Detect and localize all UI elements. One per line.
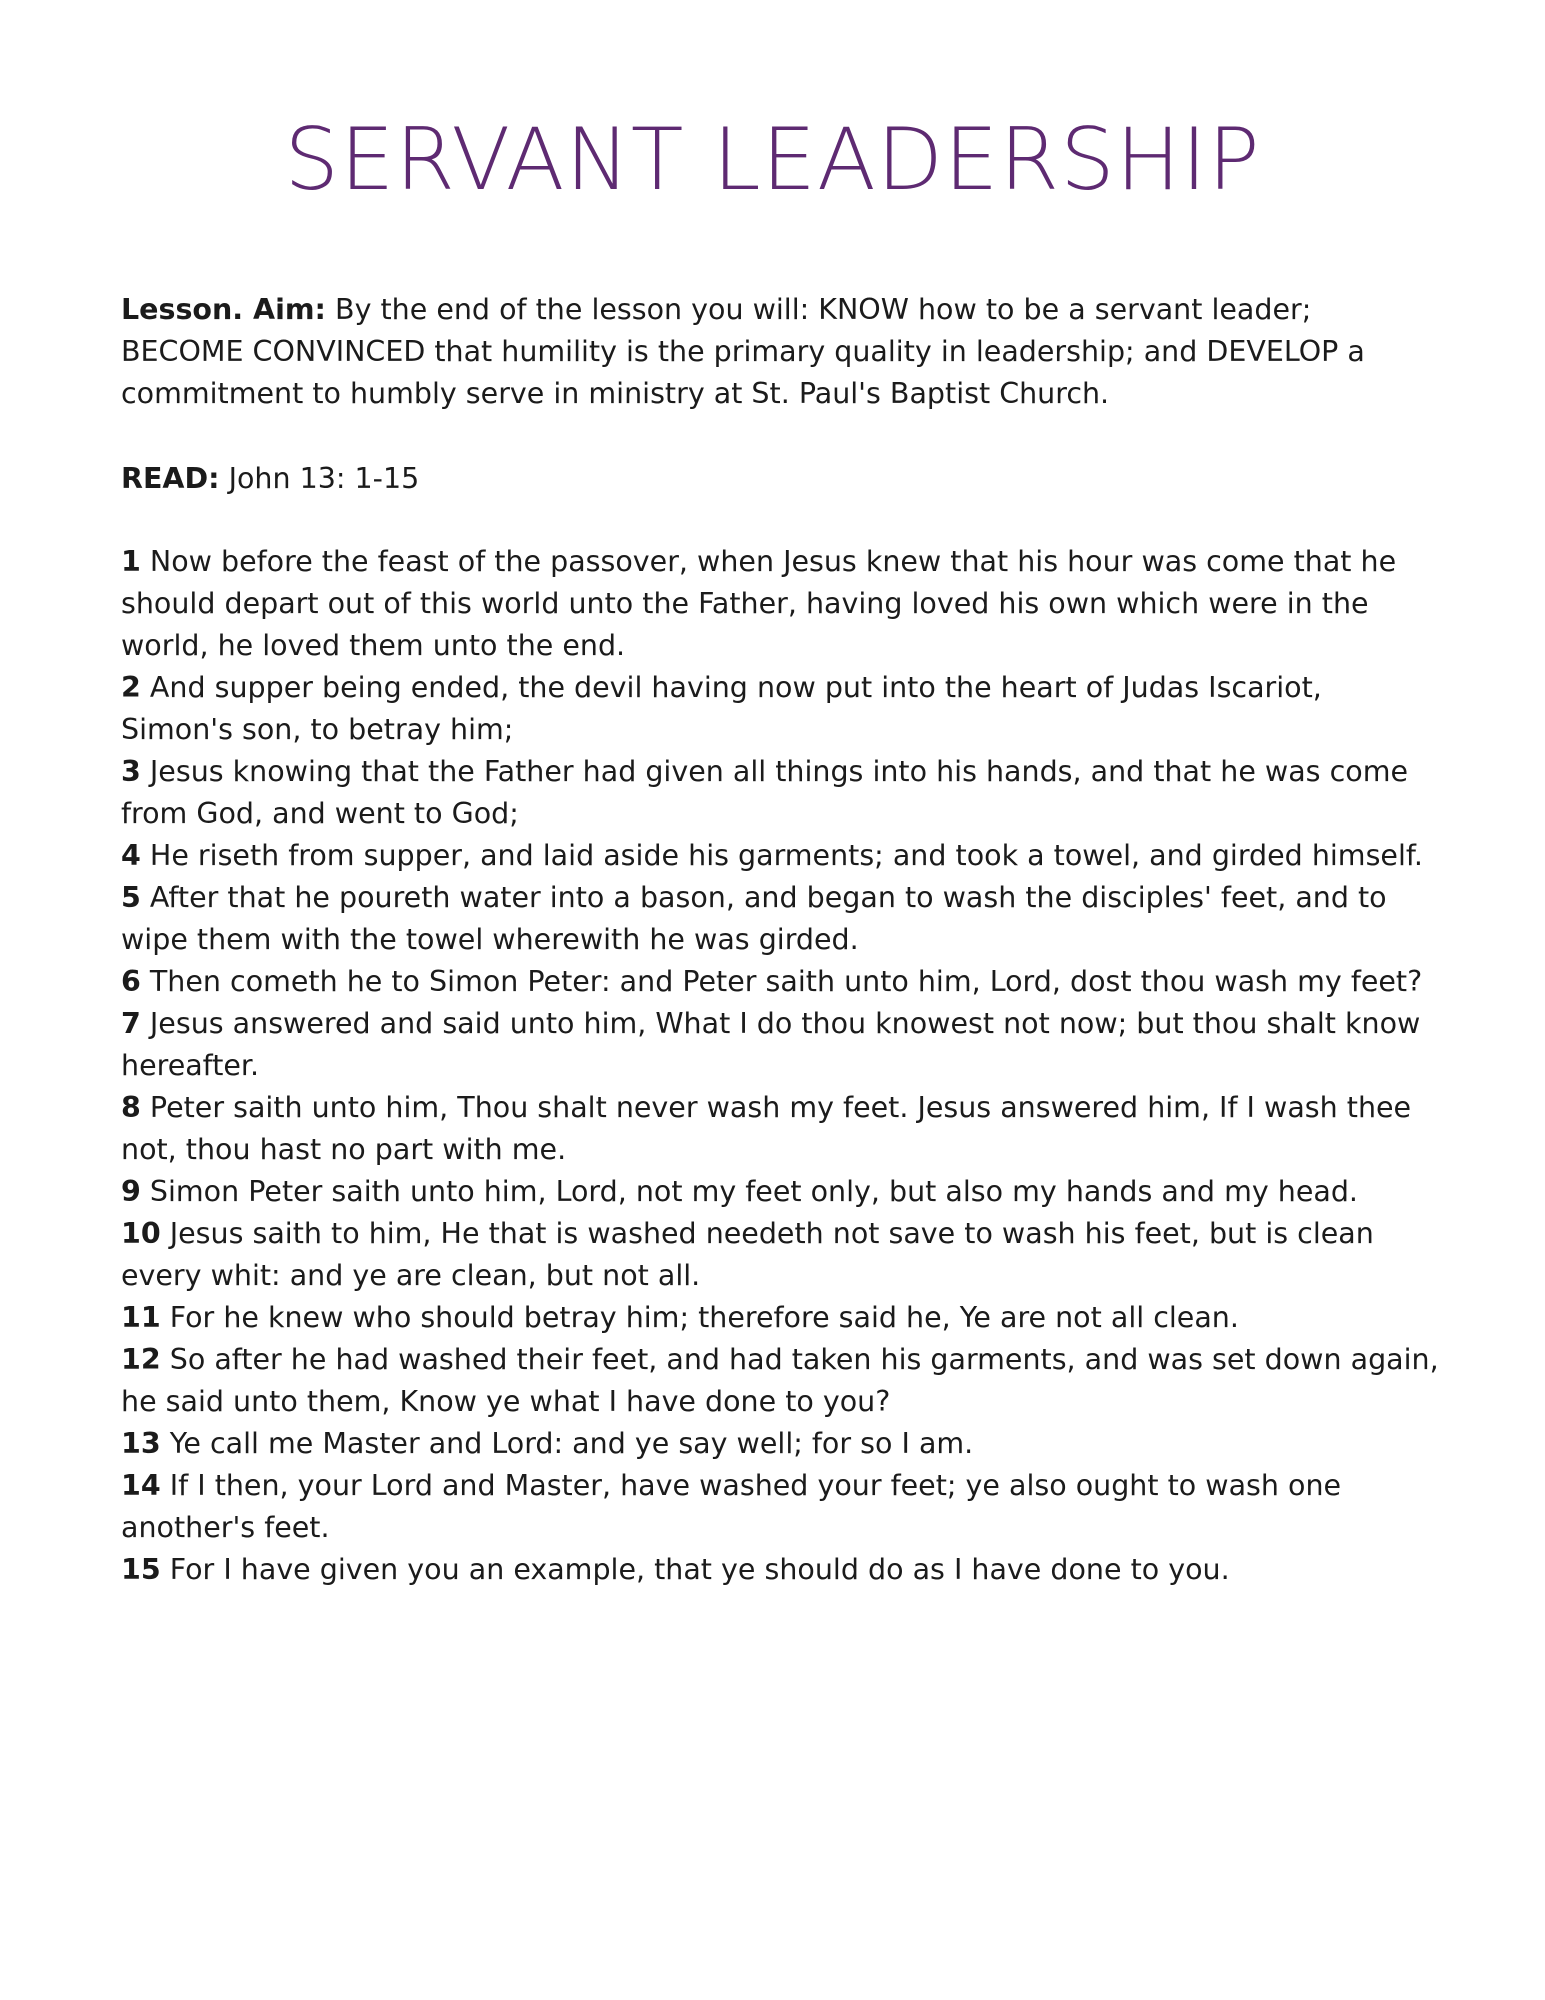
verse-text: Simon Peter saith unto him, Lord, not my feet only, but also my hands and my head. bbox=[140, 1175, 1358, 1208]
verse-text: Jesus answered and said unto him, What I do thou knowest not now; but thou shalt know hereafter. bbox=[121, 1007, 1421, 1082]
verse-12 bbox=[121, 1339, 1441, 1423]
verse-number: 1 bbox=[121, 545, 141, 578]
lesson-aim-label: Lesson. Aim: bbox=[121, 293, 326, 326]
verse-text: Jesus knowing that the Father had given all things into his hands, and that he was come from God, and went to God; bbox=[121, 755, 1408, 830]
verse-text: For I have given you an example, that ye should do as I have done to you. bbox=[160, 1553, 1230, 1586]
read-text: John 13: 1-15 bbox=[219, 462, 420, 495]
verse-text: For he knew who should betray him; therefore said he, Ye are not all clean. bbox=[160, 1301, 1239, 1334]
verse-number: 12 bbox=[121, 1343, 161, 1376]
verse-number: 11 bbox=[121, 1301, 161, 1334]
verse-number: 6 bbox=[121, 965, 141, 998]
verse-number: 7 bbox=[121, 1007, 141, 1040]
verse-text: So after he had washed their feet, and had taken his garments, and was set down again, he said unto them, Know ye what I have done to you? bbox=[121, 1343, 1439, 1418]
read-reference bbox=[121, 458, 1441, 500]
verse-number: 15 bbox=[121, 1553, 161, 1586]
verse-text: Ye call me Master and Lord: and ye say well; for so I am. bbox=[160, 1427, 974, 1460]
lesson-aim-text: By the end of the lesson you will: KNOW how to be a servant leader; BECOME CONVINCED that humility is the primary quality in leadership; and DEVELOP a commitment to humbly serve in ministry at St. Paul's Baptist Church. bbox=[121, 293, 1365, 410]
verse-7 bbox=[121, 1003, 1441, 1087]
verse-number: 14 bbox=[121, 1469, 161, 1502]
read-label: READ: bbox=[121, 462, 220, 495]
verse-4 bbox=[121, 835, 1441, 877]
verse-text: Jesus saith to him, He that is washed needeth not save to wash his feet, but is clean every whit: and ye are clean, but not all. bbox=[121, 1217, 1374, 1292]
verse-number: 5 bbox=[121, 881, 141, 914]
verse-number: 13 bbox=[121, 1427, 161, 1460]
verse-9 bbox=[121, 1171, 1441, 1213]
page-title: SERVANT LEADERSHIP bbox=[284, 110, 1261, 210]
verse-3 bbox=[121, 751, 1441, 835]
verse-14 bbox=[121, 1465, 1441, 1549]
verse-number: 4 bbox=[121, 839, 141, 872]
verse-number: 2 bbox=[121, 671, 141, 704]
scripture-passage bbox=[121, 541, 1441, 1591]
verse-text: Peter saith unto him, Thou shalt never wash my feet. Jesus answered him, If I wash thee not, thou hast no part with me. bbox=[121, 1091, 1412, 1166]
verse-text: After that he poureth water into a bason, and began to wash the disciples' feet, and to wipe them with the towel wherewith he was girded. bbox=[121, 881, 1387, 956]
verse-text: If I then, your Lord and Master, have washed your feet; ye also ought to wash one another's feet. bbox=[121, 1469, 1342, 1544]
verse-1 bbox=[121, 541, 1441, 667]
verse-number: 8 bbox=[121, 1091, 141, 1124]
verse-5 bbox=[121, 877, 1441, 961]
verse-number: 10 bbox=[121, 1217, 161, 1250]
lesson-aim bbox=[121, 289, 1441, 415]
verse-2 bbox=[121, 667, 1441, 751]
verse-number: 3 bbox=[121, 755, 141, 788]
verse-8 bbox=[121, 1087, 1441, 1171]
verse-text: Then cometh he to Simon Peter: and Peter saith unto him, Lord, dost thou wash my feet? bbox=[140, 965, 1423, 998]
verse-text: Now before the feast of the passover, when Jesus knew that his hour was come that he should depart out of this world unto the Father, having loved his own which were in the world, he loved them unto the end. bbox=[121, 545, 1397, 662]
verse-11 bbox=[121, 1297, 1441, 1339]
verse-text: He riseth from supper, and laid aside his garments; and took a towel, and girded himself. bbox=[140, 839, 1423, 872]
verse-6 bbox=[121, 961, 1441, 1003]
verse-number: 9 bbox=[121, 1175, 141, 1208]
verse-10 bbox=[121, 1213, 1441, 1297]
verse-text: And supper being ended, the devil having now put into the heart of Judas Iscariot, Simon's son, to betray him; bbox=[121, 671, 1322, 746]
verse-15 bbox=[121, 1549, 1441, 1591]
verse-13 bbox=[121, 1423, 1441, 1465]
